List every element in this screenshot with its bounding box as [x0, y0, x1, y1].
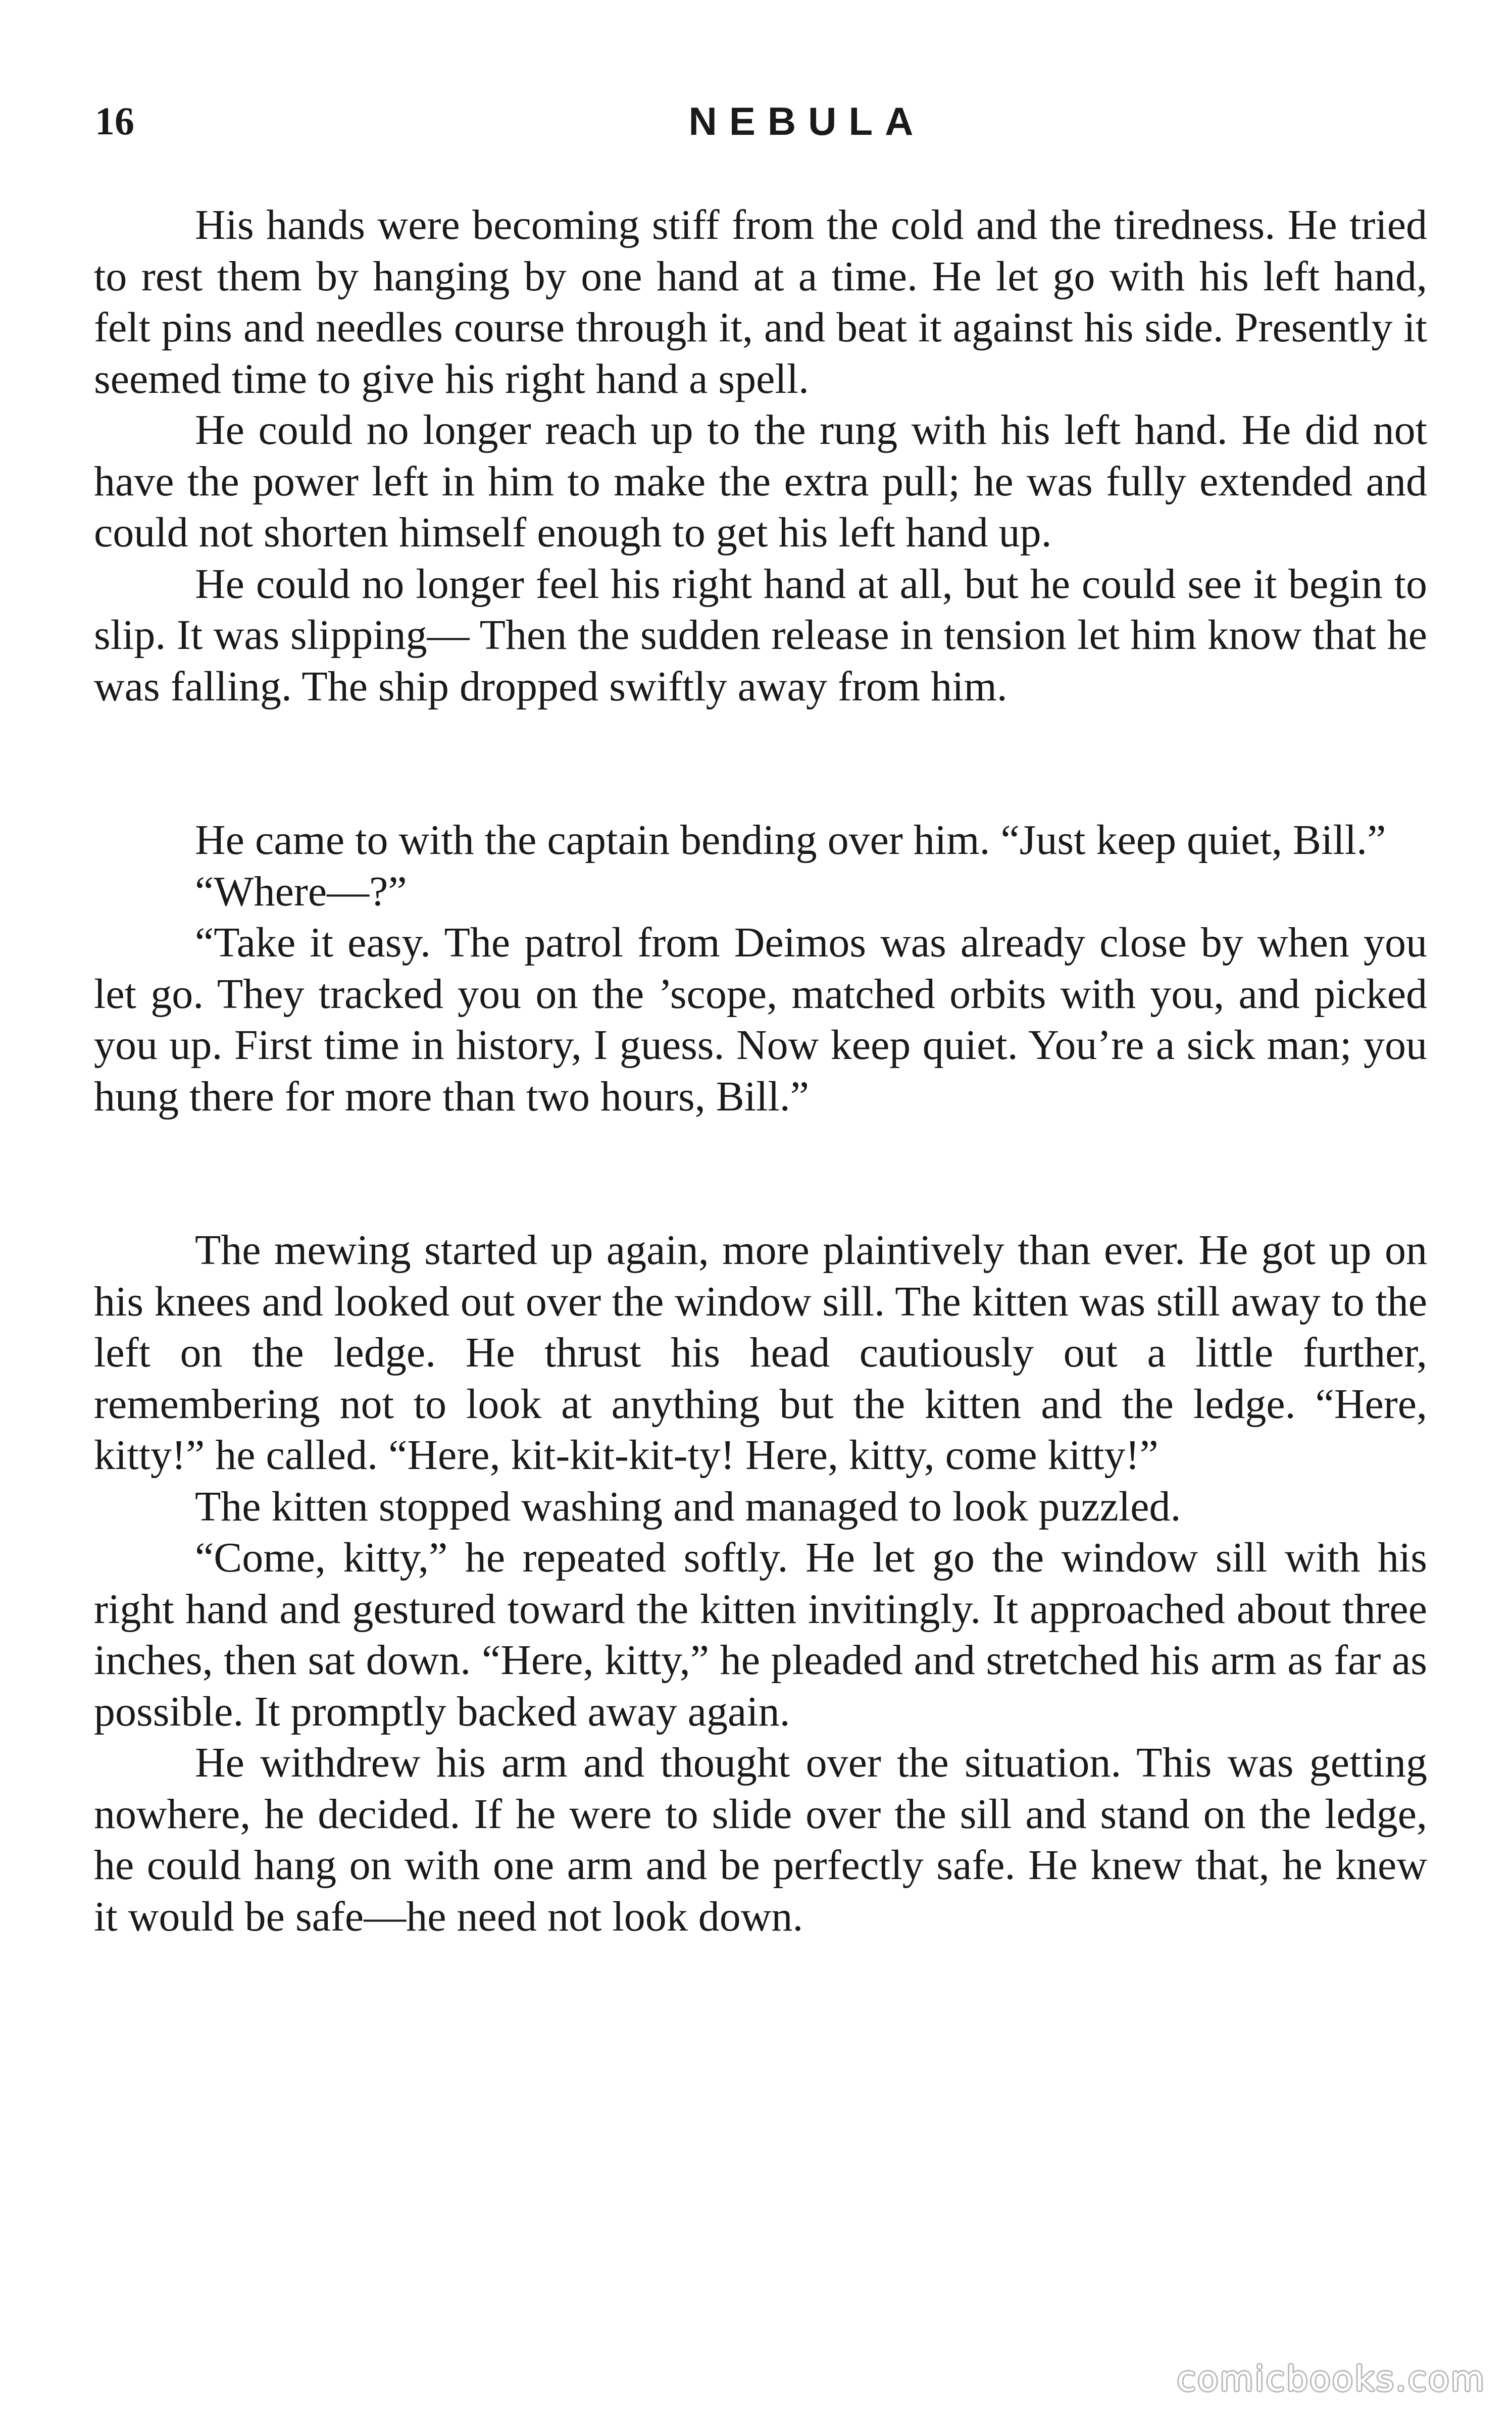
- paragraph: The kitten stopped washing and managed to look puzzled.: [195, 1483, 1181, 1530]
- paragraph: He could no longer feel his right hand at all, but he could see it begin to slip. It was slipping— Then the sudden release in tension let him know that he was falling. The ship dropped swiftly away from him.: [94, 560, 1427, 710]
- paragraph: He withdrew his arm and thought over the situation. This was getting nowhere, he decided. If he were to slide over the sill and stand on the ledge, he could hang on with one arm and be perfectly safe. He knew that, he knew it would be safe—he need not look down.: [94, 1739, 1427, 1940]
- page-header: [95, 93, 1433, 149]
- body-text: [94, 199, 1427, 1942]
- section-break: [94, 712, 1427, 815]
- watermark: comicbooks.com: [1177, 2359, 1486, 2399]
- section-break: [94, 1122, 1427, 1225]
- paragraph: He could no longer reach up to the rung with his left hand. He did not have the power left in him to make the extra pull; he was fully extended and could not shorten himself enough to get his left hand up.: [94, 407, 1427, 556]
- paragraph: The mewing started up again, more plaintively than ever. He got up on his knees and looked out over the window sill. The kitten was still away to the left on the ledge. He thrust his head cautiously out a little further, remembering not to look at anything but the kitten and the ledge. “Here, kitty!” he called. “Here, kit-kit-kit-ty! Here, kitty, come kitty!”: [94, 1227, 1427, 1479]
- paragraph: “Take it easy. The patrol from Deimos was already close by when you let go. They tracked you on the ’scope, matched orbits with you, and picked you up. First time in history, I guess. Now keep quiet. You’re a sick man; you hung there for more than two hours, Bill.”: [94, 919, 1427, 1120]
- paragraph: “Come, kitty,” he repeated softly. He let go the window sill with his right hand and gestured toward the kitten invitingly. It approached about three inches, then sat down. “Here, kitty,” he pleaded and stretched his arm as far as possible. It promptly backed away again.: [94, 1534, 1427, 1735]
- paragraph: His hands were becoming stiff from the cold and the tiredness. He tried to rest them by hanging by one hand at a time. He let go with his left hand, felt pins and needles course through it, and beat it against his side. Presently it seemed time to give his right hand a spell.: [94, 201, 1427, 402]
- running-title: NEBULA: [688, 99, 926, 143]
- paragraph: “Where—?”: [195, 868, 407, 915]
- paragraph: He came to with the captain bending over him. “Just keep quiet, Bill.”: [195, 817, 1386, 864]
- page-number: 16: [95, 99, 134, 143]
